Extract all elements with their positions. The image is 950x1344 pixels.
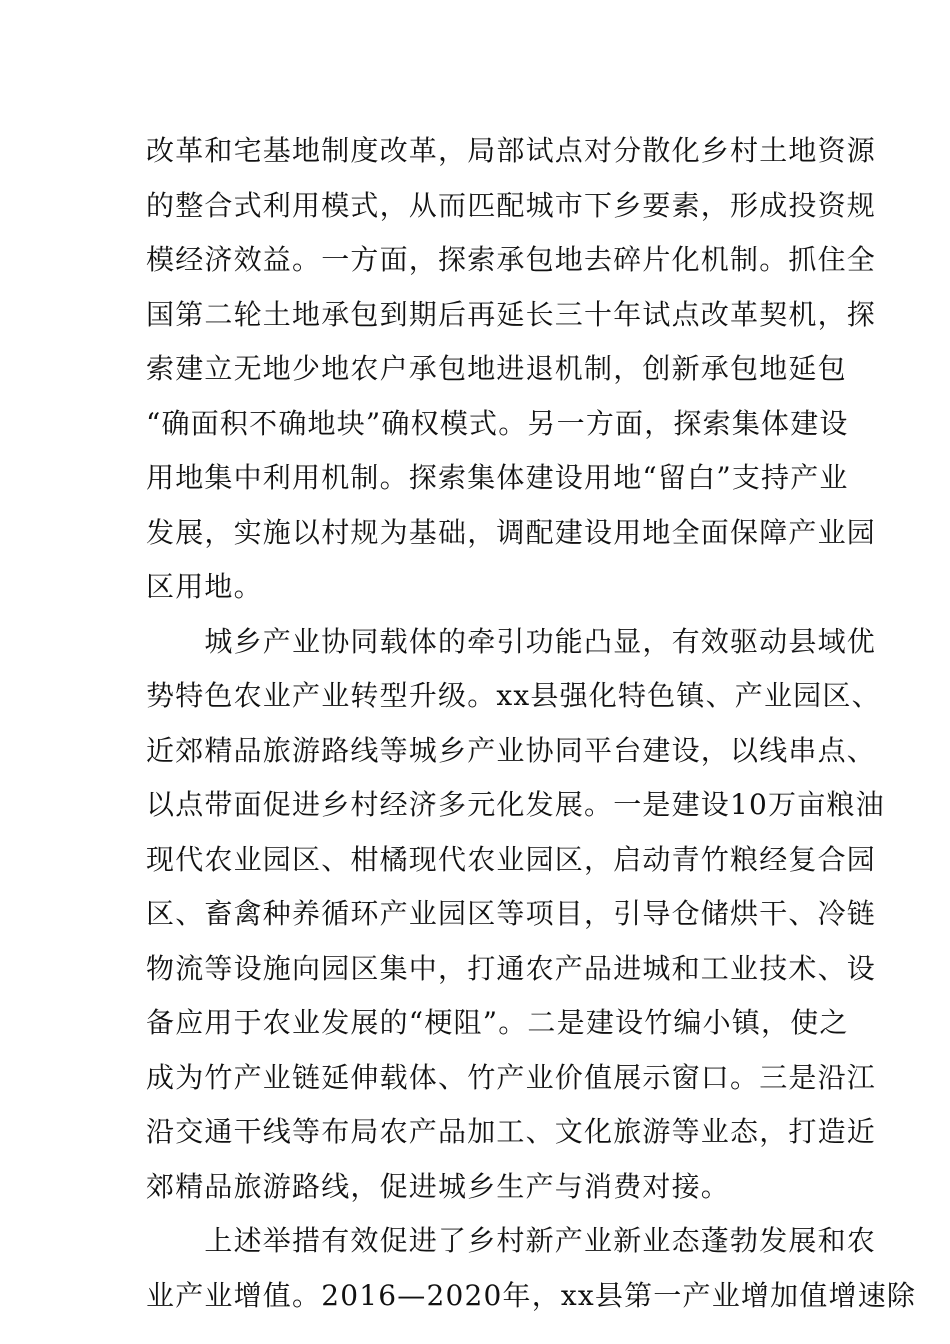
text-line: 势特色农业产业转型升级。xx县强化特色镇、产业园区、	[146, 679, 881, 712]
text-line: 备应用于农业发展的“梗阻”。二是建设竹编小镇，使之	[146, 1006, 849, 1039]
paragraph-land-reform	[146, 124, 877, 615]
text-line: 以点带面促进乡村经济多元化发展。一是建设10万亩粮油	[146, 788, 885, 821]
text-line: 近郊精品旅游路线等城乡产业协同平台建设，以线串点、	[146, 733, 877, 767]
text-line: 物流等设施向园区集中，打通农产品进城和工业技术、设	[146, 951, 877, 985]
text-line: “确面积不确地块”确权模式。另一方面，探索集体建设	[146, 406, 849, 440]
text-line: 改革和宅基地制度改革，局部试点对分散化乡村土地资源	[146, 134, 877, 167]
text-line: 业产业增值。2016—2020年，xx县第一产业增加值增速除	[146, 1278, 917, 1312]
text-line: 沿交通干线等布局农产品加工、文化旅游等业态，打造近	[146, 1115, 877, 1148]
text-line: 的整合式利用模式，从而匹配城市下乡要素，形成投资规	[146, 188, 877, 222]
text-line: 模经济效益。一方面，探索承包地去碎片化机制。抓住全	[146, 243, 877, 276]
text-line: 区、畜禽种养循环产业园区等项目，引导仓储烘干、冷链	[146, 897, 877, 930]
text-line: 成为竹产业链延伸载体、竹产业价值展示窗口。三是沿江	[146, 1060, 877, 1094]
text-line: 现代农业园区、柑橘现代农业园区，启动青竹粮经复合园	[146, 842, 877, 876]
paragraph-results	[146, 1214, 917, 1323]
text-line: 郊精品旅游路线，促进城乡生产与消费对接。	[146, 1169, 731, 1203]
text-line: 用地集中利用机制。探索集体建设用地“留白”支持产业	[146, 461, 849, 494]
text-line: 区用地。	[146, 570, 263, 603]
paragraph-industry-platforms	[146, 615, 885, 1215]
text-line: 上述举措有效促进了乡村新产业新业态蓬勃发展和农	[146, 1224, 877, 1257]
text-line: 城乡产业协同载体的牵引功能凸显，有效驱动县域优	[146, 624, 877, 658]
text-line: 索建立无地少地农户承包地进退机制，创新承包地延包	[146, 352, 847, 385]
text-line: 发展，实施以村规为基础，调配建设用地全面保障产业园	[146, 515, 877, 549]
text-line: 国第二轮土地承包到期后再延长三十年试点改革契机，探	[146, 297, 877, 331]
document-page	[146, 124, 917, 1323]
